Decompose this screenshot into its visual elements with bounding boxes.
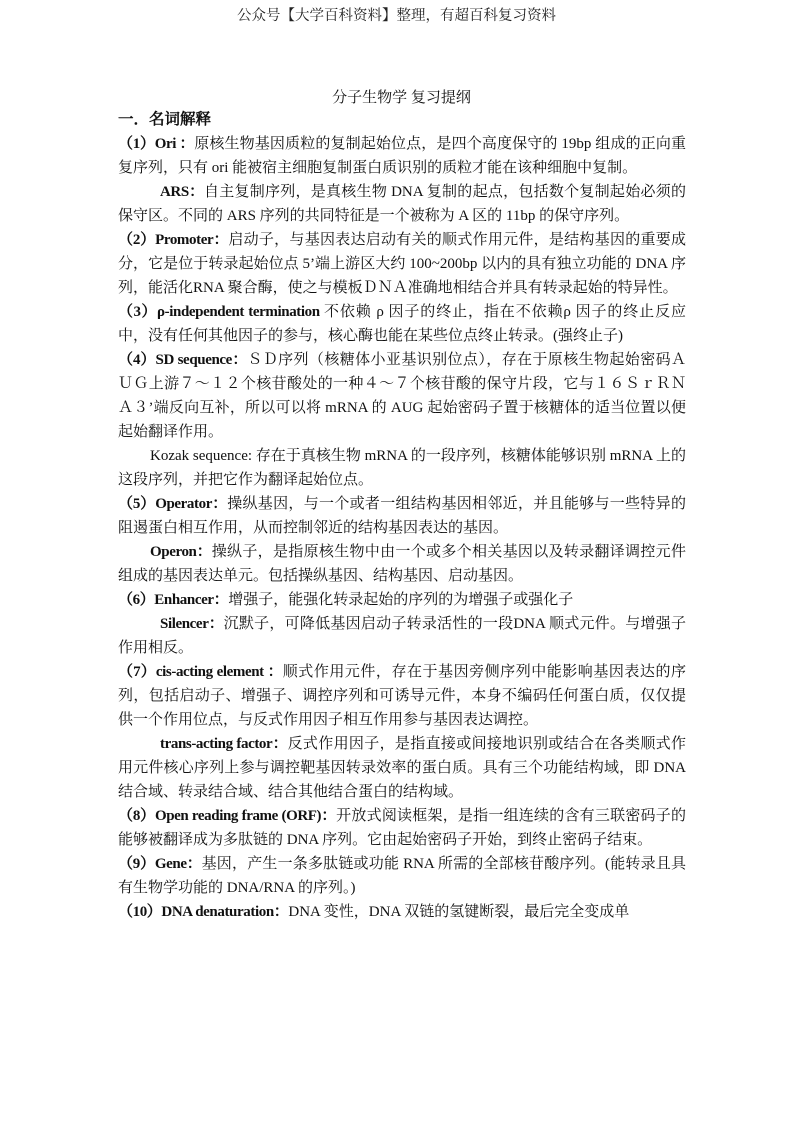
entry-text: 增强子，能强化转录起始的序列的为增强子或强化子 (228, 592, 574, 608)
entry-term: （9）Gene： (118, 856, 202, 872)
entry-term: （4）SD sequence： (118, 352, 248, 368)
entry-term: （8）Open reading frame (ORF)： (118, 808, 337, 824)
entry-term: （7）cis-acting element ： (118, 664, 283, 680)
entry-text: 不依赖 ρ 因子的终止，指在不依赖ρ 因子的终止反应中，没有任何其他因子的参与，核心酶也能在某些位点终止转录。(强终止子) (118, 304, 686, 344)
entry-rho-independent-termination (118, 300, 686, 348)
document-body (118, 108, 686, 924)
entry-operator (118, 492, 686, 540)
entry-term: Operon： (150, 544, 212, 560)
entry-text: 自主复制序列，是真核生物 DNA 复制的起点，包括数个复制起始必须的保守区。不同的 ARS 序列的共同特征是一个被称为 A 区的 11bp 的保守序列。 (118, 184, 686, 224)
entry-ars (118, 180, 686, 228)
entry-text: 沉默子，可降低基因启动子转录活性的一段DNA 顺式元件。与增强子作用相反。 (118, 616, 686, 656)
entry-text: 开放式阅读框架，是指一组连续的含有三联密码子的能够被翻译成为多肽链的 DNA 序列。它由起始密码子开始，到终止密码子结束。 (118, 808, 686, 848)
entry-text: 存在于真核生物 mRNA 的一段序列，核糖体能够识别 mRNA 上的这段序列，并把它作为翻译起始位点。 (118, 448, 686, 488)
entry-dna-denaturation (118, 900, 686, 924)
entry-promoter (118, 228, 686, 300)
entry-text: ＳＤ序列（核糖体小亚基识别位点），存在于原核生物起始密码ＡＵＧ上游７～１２个核苷酸处的一种４～７个核苷酸的保守片段，它与１６ＳｒＲＮＡ３’端反向互补，所以可以将 mRNA 的 AUG 起始密码子置于核糖体的适当位置以便起始翻译作用。 (118, 352, 687, 440)
entry-term: （3）ρ-independent termination (118, 304, 324, 320)
entry-gene (118, 852, 686, 900)
entry-text: 操纵基因，与一个或者一组结构基因相邻近，并且能够与一些特异的阻遏蛋白相互作用，从而控制邻近的结构基因表达的基因。 (118, 496, 686, 536)
entry-sd-sequence (118, 348, 686, 444)
entry-term: Silencer： (160, 616, 224, 632)
document-title: 分子生物学 复习提纲 (332, 90, 471, 106)
entry-ori (118, 132, 686, 180)
entry-trans-acting-factor (118, 732, 686, 804)
entry-text: DNA 变性，DNA 双链的氢键断裂，最后完全变成单 (288, 904, 630, 920)
entry-text: 反式作用因子，是指直接或间接地识别或结合在各类顺式作用元件核心序列上参与调控靶基因转录效率的蛋白质。具有三个功能结构域，即 DNA 结合域、转录结合域、结合其他结合蛋白的结构域。 (118, 736, 686, 800)
entry-term: （10）DNA denaturation： (118, 904, 289, 920)
entry-kozak-sequence (118, 444, 686, 492)
entry-term: ARS： (160, 184, 204, 200)
entry-term: trans-acting factor： (160, 736, 288, 752)
entry-operon (118, 540, 686, 588)
entry-text: 操纵子，是指原核生物中由一个或多个相关基因以及转录翻译调控元件组成的基因表达单元。包括操纵基因、结构基因、启动基因。 (118, 544, 686, 584)
entry-text: 原核生物基因质粒的复制起始位点，是四个高度保守的 19bp 组成的正向重复序列，只有 ori 能被宿主细胞复制蛋白质识别的质粒才能在该种细胞中复制。 (118, 136, 686, 176)
section-heading: 一．名词解释 (118, 111, 212, 128)
entry-term: （5）Operator： (118, 496, 228, 512)
entry-text: 顺式作用元件，存在于基因旁侧序列中能影响基因表达的序列，包括启动子、增强子、调控序列和可诱导元件，本身不编码任何蛋白质，仅仅提供一个作用位点，与反式作用因子相互作用参与基因表达调控。 (118, 664, 686, 728)
entry-term: （2）Promoter： (118, 232, 229, 248)
entry-enhancer (118, 588, 686, 612)
entry-cis-acting-element (118, 660, 686, 732)
entry-term: （6）Enhancer： (118, 592, 229, 608)
entry-silencer (118, 612, 686, 660)
entry-orf (118, 804, 686, 852)
entry-term: Kozak sequence: (150, 448, 256, 464)
entry-text: 基因，产生一条多肽链或功能 RNA 所需的全部核苷酸序列。(能转录且具有生物学功能的 DNA/RNA 的序列。) (118, 856, 686, 896)
entry-text: 启动子，与基因表达启动有关的顺式作用元件，是结构基因的重要成分，它是位于转录起始位点 5’端上游区大约 100~200bp 以内的具有独立功能的 DNA 序列，能活化RNA 聚合酶，使之与模板ＤＮＡ准确地相结合并具有转录起始的特异性。 (118, 232, 686, 296)
entry-term: （1）Ori ： (118, 136, 195, 152)
watermark-header: 公众号【大学百科资料】整理，有超百科复习资料 (237, 8, 556, 24)
